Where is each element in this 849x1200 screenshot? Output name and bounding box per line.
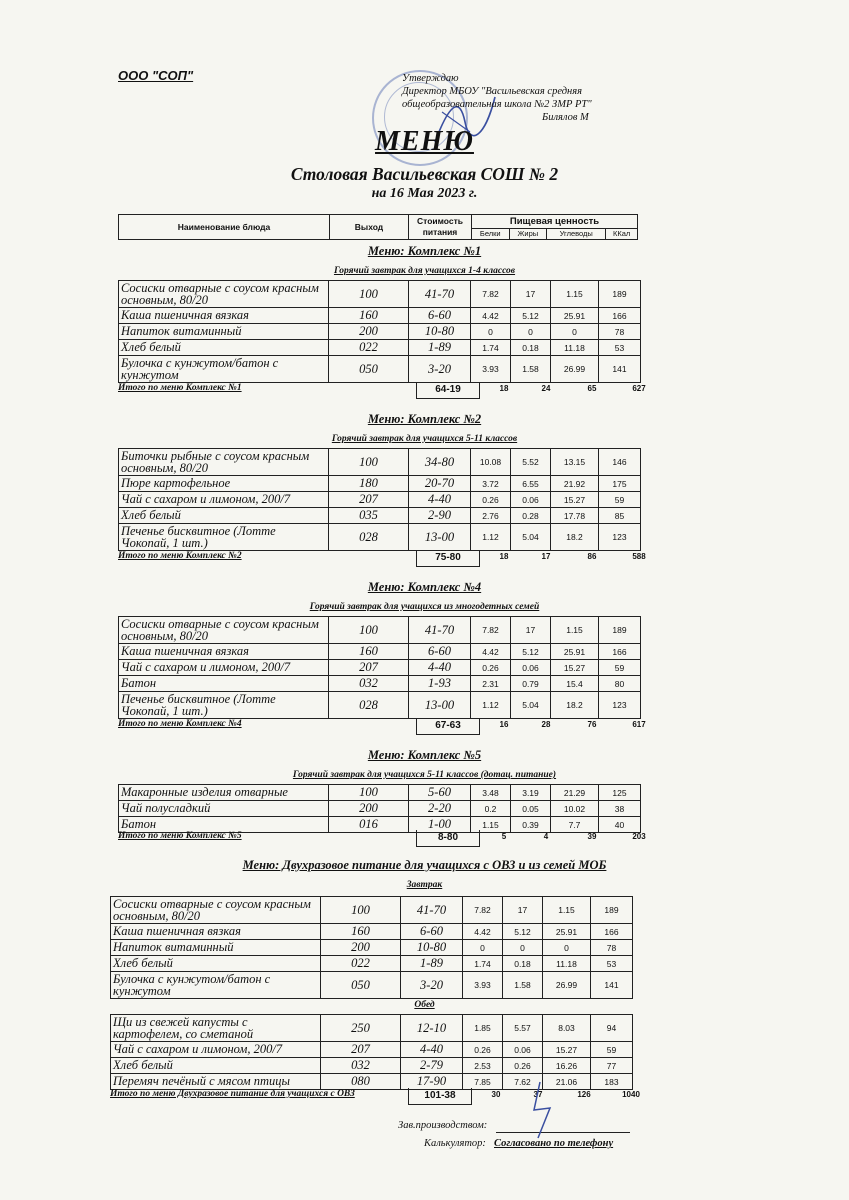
dish-carbs: 15.27 (543, 1042, 591, 1058)
section-title: Меню: Комплекс №2 (367, 412, 482, 426)
dish-cost: 6-60 (409, 308, 471, 324)
table-row (111, 1042, 633, 1058)
dish-kcal: 59 (591, 1042, 633, 1058)
dish-output: 028 (329, 692, 409, 719)
total-carbs: 76 (587, 720, 597, 729)
dish-output: 050 (329, 356, 409, 383)
dish-protein: 3.72 (471, 476, 511, 492)
dish-carbs: 21.29 (551, 785, 599, 801)
dish-carbs: 21.92 (551, 476, 599, 492)
total-kcal: 627 (632, 384, 646, 393)
dish-carbs: 15.27 (551, 492, 599, 508)
dish-kcal: 85 (599, 508, 641, 524)
dish-protein: 10.08 (471, 449, 511, 476)
dish-name: Пюре картофельное (119, 476, 329, 492)
menu-date: на 16 Мая 2023 г. (371, 186, 478, 201)
dish-fat: 0 (503, 940, 543, 956)
dish-protein: 0 (463, 940, 503, 956)
dish-cost: 2-90 (409, 508, 471, 524)
section-subtitle: Горячий завтрак для учащихся из многодетных семей (309, 602, 540, 612)
menu-table (110, 1014, 633, 1090)
dish-kcal: 166 (599, 644, 641, 660)
dish-carbs: 16.26 (543, 1058, 591, 1074)
table-row (119, 508, 641, 524)
total-protein: 5 (501, 832, 507, 841)
dish-name: Хлеб белый (111, 1058, 321, 1074)
dish-cost: 4-40 (401, 1042, 463, 1058)
page-subtitle: Столовая Васильевская СОШ № 2 (290, 164, 559, 184)
dish-output: 016 (329, 817, 409, 833)
dish-carbs: 0 (543, 940, 591, 956)
total-label: Итого по меню Комплекс №1 (118, 383, 242, 393)
section-title: Меню: Комплекс №1 (367, 244, 482, 258)
dish-cost: 41-70 (409, 281, 471, 308)
total-label: Итого по меню Двухразовое питание для учащихся с ОВЗ (110, 1089, 355, 1099)
dish-fat: 7.62 (503, 1074, 543, 1090)
dish-cost: 5-60 (409, 785, 471, 801)
dish-protein: 1.74 (471, 340, 511, 356)
dish-fat: 0 (511, 324, 551, 340)
table-row (119, 340, 641, 356)
section-title: Меню: Двухразовое питание для учащихся с ОВЗ и из семей МОБ (242, 858, 607, 872)
dish-kcal: 40 (599, 817, 641, 833)
dish-name: Макаронные изделия отварные (119, 785, 329, 801)
dish-carbs: 18.2 (551, 524, 599, 551)
dish-carbs: 25.91 (543, 924, 591, 940)
dish-protein: 1.12 (471, 692, 511, 719)
dish-kcal: 189 (599, 281, 641, 308)
dish-kcal: 78 (591, 940, 633, 956)
dish-protein: 7.82 (471, 281, 511, 308)
dish-fat: 17 (503, 897, 543, 924)
header-fat: Жиры (509, 228, 547, 239)
dish-carbs: 1.15 (551, 281, 599, 308)
table-row (119, 644, 641, 660)
dish-cost: 34-80 (409, 449, 471, 476)
dish-kcal: 175 (599, 476, 641, 492)
dish-output: 028 (329, 524, 409, 551)
dish-name: Чай полусладкий (119, 801, 329, 817)
table-row (119, 492, 641, 508)
dish-name: Каша пшеничная вязкая (111, 924, 321, 940)
table-row (119, 308, 641, 324)
total-protein: 18 (499, 552, 509, 561)
dish-fat: 0.18 (511, 340, 551, 356)
dish-output: 100 (329, 785, 409, 801)
header-carbs: Углеводы (547, 228, 606, 239)
dish-kcal: 77 (591, 1058, 633, 1074)
dish-kcal: 53 (591, 956, 633, 972)
dish-protein: 3.48 (471, 785, 511, 801)
section-title: Меню: Комплекс №5 (367, 748, 482, 762)
dish-fat: 5.12 (511, 644, 551, 660)
dish-output: 180 (329, 476, 409, 492)
menu-table (118, 448, 641, 551)
dish-cost: 6-60 (401, 924, 463, 940)
table-row (119, 524, 641, 551)
dish-output: 100 (329, 281, 409, 308)
table-row (119, 801, 641, 817)
dish-output: 050 (321, 972, 401, 999)
dish-kcal: 183 (591, 1074, 633, 1090)
dish-output: 022 (329, 340, 409, 356)
dish-kcal: 146 (599, 449, 641, 476)
dish-output: 100 (321, 897, 401, 924)
dish-cost: 4-40 (409, 492, 471, 508)
table-row (111, 1058, 633, 1074)
dish-fat: 0.06 (503, 1042, 543, 1058)
section-subtitle: Обед (414, 1000, 435, 1010)
dish-protein: 0.26 (463, 1042, 503, 1058)
dish-fat: 0.26 (503, 1058, 543, 1074)
dish-name: Каша пшеничная вязкая (119, 644, 329, 660)
dish-kcal: 166 (591, 924, 633, 940)
total-label: Итого по меню Комплекс №4 (118, 719, 242, 729)
dish-kcal: 53 (599, 340, 641, 356)
approval-line: Директор МБОУ "Васильевская средняя (402, 86, 583, 97)
dish-cost: 3-20 (401, 972, 463, 999)
dish-carbs: 25.91 (551, 308, 599, 324)
menu-table (110, 896, 633, 999)
dish-kcal: 123 (599, 524, 641, 551)
dish-name: Чай с сахаром и лимоном, 200/7 (111, 1042, 321, 1058)
dish-cost: 17-90 (401, 1074, 463, 1090)
dish-output: 200 (329, 801, 409, 817)
dish-protein: 7.85 (463, 1074, 503, 1090)
dish-cost: 41-70 (401, 897, 463, 924)
dish-kcal: 141 (599, 356, 641, 383)
dish-protein: 7.82 (471, 617, 511, 644)
dish-kcal: 59 (599, 660, 641, 676)
dish-output: 032 (329, 676, 409, 692)
total-cost: 8-80 (416, 830, 480, 847)
dish-fat: 0.06 (511, 660, 551, 676)
dish-fat: 1.58 (511, 356, 551, 383)
dish-cost: 2-79 (401, 1058, 463, 1074)
dish-fat: 1.58 (503, 972, 543, 999)
dish-fat: 0.28 (511, 508, 551, 524)
total-kcal: 588 (632, 552, 646, 561)
dish-protein: 0.26 (471, 660, 511, 676)
dish-output: 200 (321, 940, 401, 956)
dish-protein: 0.26 (471, 492, 511, 508)
dish-kcal: 141 (591, 972, 633, 999)
table-row (119, 449, 641, 476)
dish-name: Батон (119, 817, 329, 833)
dish-protein: 4.42 (463, 924, 503, 940)
dish-protein: 4.42 (471, 644, 511, 660)
table-row (111, 1015, 633, 1042)
total-carbs: 39 (587, 832, 597, 841)
dish-output: 035 (329, 508, 409, 524)
dish-protein: 0 (471, 324, 511, 340)
section-subtitle: Завтрак (406, 880, 443, 890)
dish-output: 200 (329, 324, 409, 340)
dish-fat: 5.57 (503, 1015, 543, 1042)
dish-fat: 17 (511, 617, 551, 644)
dish-output: 100 (329, 449, 409, 476)
dish-name: Печенье бисквитное (Лотте Чокопай, 1 шт.) (119, 692, 329, 719)
total-carbs: 126 (577, 1090, 591, 1099)
dish-name: Каша пшеничная вязкая (119, 308, 329, 324)
total-fat: 4 (543, 832, 549, 841)
dish-cost: 4-40 (409, 660, 471, 676)
table-header (118, 214, 638, 240)
dish-protein: 3.93 (463, 972, 503, 999)
calculator-value: Согласовано по телефону (494, 1138, 614, 1149)
total-protein: 30 (491, 1090, 501, 1099)
dish-fat: 0.39 (511, 817, 551, 833)
dish-cost: 12-10 (401, 1015, 463, 1042)
dish-protein: 7.82 (463, 897, 503, 924)
header-kcal: ККал (606, 228, 638, 239)
total-kcal: 617 (632, 720, 646, 729)
dish-carbs: 11.18 (543, 956, 591, 972)
dish-name: Напиток витаминный (119, 324, 329, 340)
dish-fat: 0.79 (511, 676, 551, 692)
calculator-label: Калькулятор: (424, 1138, 486, 1149)
dish-name: Хлеб белый (119, 340, 329, 356)
dish-carbs: 17.78 (551, 508, 599, 524)
total-cost: 67-63 (416, 718, 480, 735)
dish-carbs: 15.27 (551, 660, 599, 676)
total-fat: 24 (541, 384, 551, 393)
dish-carbs: 1.15 (543, 897, 591, 924)
dish-kcal: 189 (599, 617, 641, 644)
dish-name: Хлеб белый (111, 956, 321, 972)
dish-output: 022 (321, 956, 401, 972)
dish-carbs: 0 (551, 324, 599, 340)
dish-carbs: 21.06 (543, 1074, 591, 1090)
dish-name: Булочка с кунжутом/батон с кунжутом (111, 972, 321, 999)
dish-output: 032 (321, 1058, 401, 1074)
table-row (119, 676, 641, 692)
table-row (111, 956, 633, 972)
dish-output: 160 (329, 308, 409, 324)
dish-fat: 5.52 (511, 449, 551, 476)
dish-protein: 2.76 (471, 508, 511, 524)
dish-kcal: 38 (599, 801, 641, 817)
dish-name: Печенье бисквитное (Лотте Чокопай, 1 шт.) (119, 524, 329, 551)
production-signature-line (496, 1132, 630, 1133)
dish-carbs: 13.15 (551, 449, 599, 476)
dish-protein: 2.53 (463, 1058, 503, 1074)
dish-name: Напиток витаминный (111, 940, 321, 956)
dish-name: Сосиски отварные с соусом красным основным, 80/20 (111, 897, 321, 924)
dish-kcal: 59 (599, 492, 641, 508)
menu-table (118, 784, 641, 833)
dish-cost: 1-93 (409, 676, 471, 692)
dish-output: 207 (329, 660, 409, 676)
table-row (119, 281, 641, 308)
dish-protein: 1.15 (471, 817, 511, 833)
menu-table (118, 616, 641, 719)
table-row (119, 356, 641, 383)
dish-protein: 2.31 (471, 676, 511, 692)
dish-output: 207 (321, 1042, 401, 1058)
total-label: Итого по меню Комплекс №2 (118, 551, 242, 561)
dish-output: 207 (329, 492, 409, 508)
dish-protein: 1.12 (471, 524, 511, 551)
dish-cost: 1-89 (401, 956, 463, 972)
dish-kcal: 125 (599, 785, 641, 801)
total-cost: 75-80 (416, 550, 480, 567)
approval-line: общеобразовательная школа №2 ЗМР РТ" (402, 99, 592, 110)
dish-cost: 1-00 (409, 817, 471, 833)
dish-cost: 20-70 (409, 476, 471, 492)
header-output: Выход (330, 215, 409, 240)
dish-name: Перемяч печёный с мясом птицы (111, 1074, 321, 1090)
total-kcal: 203 (632, 832, 646, 841)
total-fat: 28 (541, 720, 551, 729)
dish-name: Батон (119, 676, 329, 692)
total-fat: 37 (533, 1090, 543, 1099)
dish-fat: 3.19 (511, 785, 551, 801)
total-protein: 18 (499, 384, 509, 393)
dish-protein: 3.93 (471, 356, 511, 383)
total-cost: 64-19 (416, 382, 480, 399)
dish-kcal: 94 (591, 1015, 633, 1042)
dish-protein: 4.42 (471, 308, 511, 324)
table-row (119, 324, 641, 340)
section-subtitle: Горячий завтрак для учащихся 1-4 классов (333, 266, 516, 276)
dish-name: Сосиски отварные с соусом красным основным, 80/20 (119, 281, 329, 308)
dish-cost: 1-89 (409, 340, 471, 356)
header-name: Наименование блюда (119, 215, 330, 240)
dish-carbs: 18.2 (551, 692, 599, 719)
table-row (111, 897, 633, 924)
table-row (111, 924, 633, 940)
dish-name: Биточки рыбные с соусом красным основным, 80/20 (119, 449, 329, 476)
table-row (119, 692, 641, 719)
header-nutrition: Пищевая ценность (472, 215, 638, 229)
dish-protein: 1.74 (463, 956, 503, 972)
total-label: Итого по меню Комплекс №5 (118, 831, 242, 841)
dish-carbs: 1.15 (551, 617, 599, 644)
dish-output: 100 (329, 617, 409, 644)
dish-fat: 5.04 (511, 692, 551, 719)
dish-cost: 41-70 (409, 617, 471, 644)
section-subtitle: Горячий завтрак для учащихся 5-11 классов (331, 434, 518, 444)
dish-protein: 0.2 (471, 801, 511, 817)
dish-cost: 10-80 (409, 324, 471, 340)
dish-fat: 17 (511, 281, 551, 308)
dish-fat: 0.05 (511, 801, 551, 817)
dish-carbs: 10.02 (551, 801, 599, 817)
production-label: Зав.производством: (398, 1120, 488, 1131)
dish-carbs: 26.99 (551, 356, 599, 383)
menu-table (118, 280, 641, 383)
dish-output: 160 (321, 924, 401, 940)
dish-protein: 1.85 (463, 1015, 503, 1042)
dish-carbs: 25.91 (551, 644, 599, 660)
production-signature (520, 1080, 560, 1140)
dish-name: Щи из свежей капусты с картофелем, со сметаной (111, 1015, 321, 1042)
dish-carbs: 26.99 (543, 972, 591, 999)
approval-block (402, 72, 592, 124)
dish-fat: 5.04 (511, 524, 551, 551)
section-title: Меню: Комплекс №4 (367, 580, 482, 594)
total-carbs: 65 (587, 384, 597, 393)
dish-kcal: 78 (599, 324, 641, 340)
dish-kcal: 123 (599, 692, 641, 719)
table-row (119, 617, 641, 644)
dish-fat: 0.18 (503, 956, 543, 972)
dish-output: 160 (329, 644, 409, 660)
dish-name: Булочка с кунжутом/батон с кунжутом (119, 356, 329, 383)
dish-carbs: 7.7 (551, 817, 599, 833)
dish-cost: 2-20 (409, 801, 471, 817)
header-protein: Белки (472, 228, 510, 239)
page-title: МЕНЮ (375, 126, 474, 157)
dish-name: Чай с сахаром и лимоном, 200/7 (119, 660, 329, 676)
table-row (119, 785, 641, 801)
dish-carbs: 8.03 (543, 1015, 591, 1042)
header-cost: Стоимость питания (409, 215, 472, 240)
approval-line: Утверждаю (402, 73, 459, 84)
dish-cost: 6-60 (409, 644, 471, 660)
dish-fat: 0.06 (511, 492, 551, 508)
dish-cost: 3-20 (409, 356, 471, 383)
dish-cost: 10-80 (401, 940, 463, 956)
dish-cost: 13-00 (409, 692, 471, 719)
dish-fat: 6.55 (511, 476, 551, 492)
total-kcal: 1040 (622, 1090, 640, 1099)
total-fat: 17 (541, 552, 551, 561)
dish-kcal: 189 (591, 897, 633, 924)
table-row (111, 940, 633, 956)
table-row (119, 476, 641, 492)
total-cost: 101-38 (408, 1088, 472, 1105)
organization-name: ООО "СОП" (118, 68, 194, 83)
dish-fat: 5.12 (511, 308, 551, 324)
table-row (111, 972, 633, 999)
section-subtitle: Горячий завтрак для учащихся 5-11 классов (дотац. питание) (292, 770, 557, 780)
dish-carbs: 11.18 (551, 340, 599, 356)
dish-name: Сосиски отварные с соусом красным основным, 80/20 (119, 617, 329, 644)
total-protein: 16 (499, 720, 509, 729)
dish-name: Чай с сахаром и лимоном, 200/7 (119, 492, 329, 508)
dish-name: Хлеб белый (119, 508, 329, 524)
dish-kcal: 80 (599, 676, 641, 692)
table-row (119, 660, 641, 676)
approval-line: Билялов М (542, 112, 589, 123)
total-carbs: 86 (587, 552, 597, 561)
dish-cost: 13-00 (409, 524, 471, 551)
dish-kcal: 166 (599, 308, 641, 324)
dish-output: 080 (321, 1074, 401, 1090)
dish-carbs: 15.4 (551, 676, 599, 692)
dish-output: 250 (321, 1015, 401, 1042)
dish-fat: 5.12 (503, 924, 543, 940)
